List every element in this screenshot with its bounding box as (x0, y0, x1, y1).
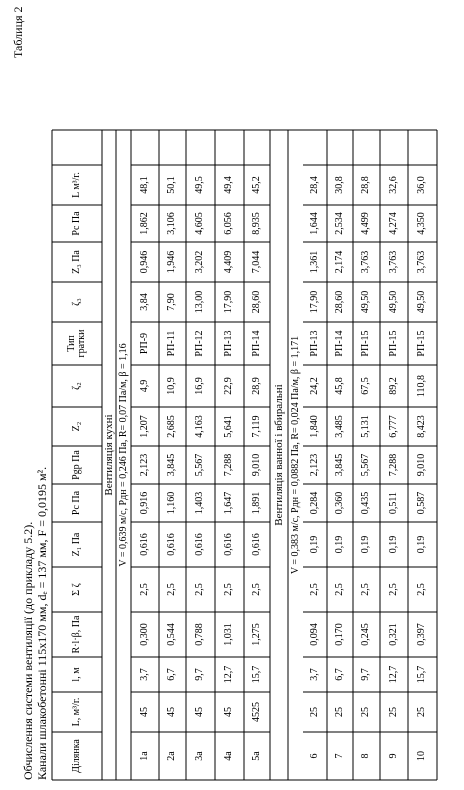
table-cell: 22,9 (223, 377, 235, 395)
table-cell: 2,123 (138, 453, 150, 477)
table-cell: 13,00 (194, 290, 206, 314)
table-cell: 15,7 (250, 665, 262, 684)
table-cell: 0,916 (138, 491, 150, 515)
table-cell: 1,862 (138, 212, 150, 235)
table-cell: 4,9 (138, 379, 150, 393)
table-cell: 45 (194, 707, 206, 717)
table-cell: 3,763 (360, 250, 372, 274)
table-cell: 1а (138, 751, 150, 761)
table-cell: 1,160 (166, 491, 178, 515)
table-cell: 3,7 (308, 668, 320, 681)
table-cell: 5,567 (194, 453, 206, 477)
table-cell: 3,845 (166, 453, 178, 477)
table-cell: 0,245 (360, 623, 372, 646)
table-cell: 5,641 (223, 415, 235, 438)
table-cell: 2,5 (360, 583, 372, 596)
table-cell: 5,131 (360, 415, 372, 438)
table-cell: 0,094 (308, 623, 320, 646)
table-cell: 3,202 (194, 250, 206, 274)
table-cell: 0,616 (223, 533, 235, 556)
table-cell: 4,499 (360, 212, 372, 235)
table-cell: 2,5 (387, 583, 399, 596)
table-cell: 25 (360, 707, 372, 717)
table-cell: 4,274 (387, 212, 399, 235)
table-cell: РП-14 (333, 330, 345, 357)
table-cell: 0,360 (333, 491, 345, 515)
table-cell: 1,840 (308, 415, 320, 438)
table-cell: 1,647 (223, 491, 235, 515)
table-cell: 2,5 (223, 583, 235, 596)
table-cell: 28,4 (308, 176, 320, 194)
table-cell: 49,50 (360, 290, 372, 314)
table-cell: 4,163 (194, 415, 206, 438)
table-cell: 2,685 (166, 415, 178, 438)
table-cell: 28,60 (250, 290, 262, 314)
table-cell: 2,5 (166, 583, 178, 596)
table-cell: 2,5 (138, 583, 150, 596)
table-cell: 0,587 (416, 491, 428, 515)
column-header: Тип гратки (65, 329, 87, 358)
table-cell: 3,845 (333, 453, 345, 477)
column-header: Pgp Па (70, 450, 82, 480)
table-cell: 50,1 (166, 176, 178, 194)
section-condition: V = 0,639 м/с, Pдн = 0,246 Па, R= 0,07 Па/м, β = 1,16 (118, 343, 129, 567)
table-cell: 1,207 (138, 415, 150, 438)
table-cell: 2,5 (194, 583, 206, 596)
column-header: R·l·β, Па (70, 615, 82, 654)
table-cell: 0,616 (138, 533, 150, 556)
table-cell: 2,5 (250, 583, 262, 596)
table-cell: 6,7 (166, 668, 178, 681)
table-cell: 4,409 (223, 250, 235, 274)
table-cell: 1,891 (250, 491, 262, 515)
table-subcaption: Канали шлакобетонні 115х170 мм, dₑ = 137 мм, F = 0,0195 м². (35, 466, 49, 780)
table-cell: 1,403 (194, 491, 206, 515)
table-cell: 10,9 (166, 377, 178, 395)
table-cell: 0,19 (308, 535, 320, 554)
table-cell: 45,2 (250, 176, 262, 194)
column-header: ζ₂ (70, 382, 82, 390)
table-cell: 0,511 (387, 491, 399, 515)
table-label: Таблиця 2 (11, 6, 25, 58)
table-cell: РП-13 (223, 330, 235, 357)
table-cell: 0,788 (194, 623, 206, 646)
column-header: L м³/г. (70, 172, 82, 198)
table-cell: 36,0 (416, 176, 428, 194)
table-cell: 0,397 (416, 623, 428, 646)
table-cell: 45 (223, 707, 235, 717)
table-cell: 4525 (250, 702, 262, 722)
table-cell: 0,616 (194, 533, 206, 556)
column-header: ζ₃ (70, 298, 82, 306)
table-cell: 0,284 (308, 491, 320, 515)
table-cell: 110,8 (416, 374, 428, 398)
table-cell: РП-15 (360, 330, 372, 357)
column-header: Σ ζ (70, 583, 82, 596)
table-cell: 0,435 (360, 491, 372, 515)
table-cell: 67,5 (360, 377, 372, 395)
table-cell: 3а (194, 751, 206, 761)
section-title: Вентиляція кухні (103, 414, 115, 496)
table-cell: 25 (416, 707, 428, 717)
table-cell: РП-15 (416, 330, 428, 357)
table-cell: 7,288 (387, 453, 399, 477)
table-cell: РП-13 (308, 330, 320, 357)
table-cell: 28,9 (250, 377, 262, 395)
table-cell: 3,485 (333, 415, 345, 438)
table-cell: 0,19 (360, 535, 372, 554)
table-cell: 7,119 (250, 415, 262, 438)
table-cell: 9,7 (360, 668, 372, 681)
column-header: Pc Па (70, 490, 82, 516)
table-cell: 3,763 (416, 250, 428, 274)
table-cell: 1,031 (223, 623, 235, 646)
table-cell: 7,288 (223, 453, 235, 477)
column-header: Z₃ Па (70, 250, 82, 274)
table-cell: 8,935 (250, 212, 262, 235)
column-header: Z₂ (70, 421, 82, 432)
column-header: Z₁ Па (70, 532, 82, 557)
table-cell: РП-15 (387, 330, 399, 357)
table-cell: 2,5 (333, 583, 345, 596)
table-cell: 7,044 (250, 250, 262, 274)
table-cell: 2,174 (333, 250, 345, 274)
table-cell: 0,300 (138, 623, 150, 646)
table-cell: 9,7 (194, 668, 206, 681)
column-header: l, м (70, 667, 82, 682)
section-title: Вентиляція ванної і вбиральні (273, 384, 285, 526)
table-cell: 0,321 (387, 623, 399, 646)
table-cell: 3,7 (138, 668, 150, 681)
table-cell: 12,7 (387, 665, 399, 684)
column-header: Pc Па (70, 211, 82, 236)
table-cell: 0,544 (166, 623, 178, 646)
table-cell: 9,010 (250, 453, 262, 477)
table-cell: 0,19 (416, 535, 428, 554)
table-cell: 0,19 (333, 535, 345, 554)
table-cell: 2,5 (308, 583, 320, 596)
table-cell: 1,946 (166, 250, 178, 274)
table-cell: 32,6 (387, 176, 399, 194)
table-cell: 5а (250, 751, 262, 761)
table-cell: 0,616 (250, 533, 262, 556)
table-cell: 17,90 (308, 290, 320, 314)
table-cell: 49,5 (194, 176, 206, 194)
table-cell: РП-9 (138, 332, 150, 355)
table-cell: 1,644 (308, 212, 320, 235)
table-cell: 48,1 (138, 176, 150, 194)
table-cell: 45 (166, 707, 178, 717)
table-cell: 1,361 (308, 250, 320, 274)
table-cell: 49,50 (387, 290, 399, 314)
table-cell: 2,123 (308, 453, 320, 477)
table-cell: 9 (387, 753, 399, 759)
table-cell: 4а (223, 751, 235, 761)
table-cell: 89,2 (387, 377, 399, 395)
table-cell: 25 (308, 707, 320, 717)
table-cell: 7 (333, 753, 345, 759)
column-header: Ділянка (70, 739, 82, 773)
table-cell: 5,567 (360, 453, 372, 477)
table-cell: РП-11 (166, 330, 178, 357)
table-cell: 3,84 (138, 293, 150, 311)
table-cell: 3,106 (166, 212, 178, 235)
table-cell: 0,616 (166, 533, 178, 556)
table-cell: 28,60 (333, 290, 345, 314)
table-cell: 6,7 (333, 668, 345, 681)
table-cell: РП-14 (250, 330, 262, 357)
table-cell: 45 (138, 707, 150, 717)
section-condition: V = 0,383 м/с, Pдн = 0,0882 Па, R= 0,024 Па/м, β = 1,171 (290, 335, 301, 575)
table-cell: 16,9 (194, 377, 206, 395)
table-cell: 8 (360, 753, 372, 759)
table-cell: 25 (333, 707, 345, 717)
column-header: L, м³/г. (70, 697, 82, 727)
table-cell: 2а (166, 751, 178, 761)
table-cell: 2,5 (416, 583, 428, 596)
table-cell: 6 (308, 753, 320, 759)
table-cell: 0,170 (333, 623, 345, 646)
table-cell: 30,8 (333, 176, 345, 194)
table-cell: 17,90 (223, 290, 235, 314)
table-cell: 49,50 (416, 290, 428, 314)
table-cell: 15,7 (416, 665, 428, 684)
table-cell: 10 (416, 751, 428, 761)
table-cell: 4,605 (194, 212, 206, 235)
table-cell: 12,7 (223, 665, 235, 684)
table-cell: 3,763 (387, 250, 399, 274)
table-cell: 2,534 (333, 212, 345, 235)
table-cell: 24,2 (308, 377, 320, 395)
table-cell: 28,8 (360, 176, 372, 194)
table-cell: 7,90 (166, 293, 178, 311)
table-cell: 49,4 (223, 176, 235, 194)
table-cell: 6,777 (387, 415, 399, 438)
table-cell: 9,010 (416, 453, 428, 477)
table-cell: 6,056 (223, 212, 235, 235)
table-cell: 8,423 (416, 415, 428, 438)
table-cell: 45,8 (333, 377, 345, 395)
table-cell: 0,19 (387, 535, 399, 554)
table-cell: 0,946 (138, 250, 150, 274)
table-cell: 4,350 (416, 212, 428, 235)
table-caption: Обчислення системи вентиляції (до прикладу 5.2). (21, 521, 35, 780)
table-cell: РП-12 (194, 330, 206, 357)
table-cell: 25 (387, 707, 399, 717)
table-cell: 1,275 (250, 623, 262, 646)
